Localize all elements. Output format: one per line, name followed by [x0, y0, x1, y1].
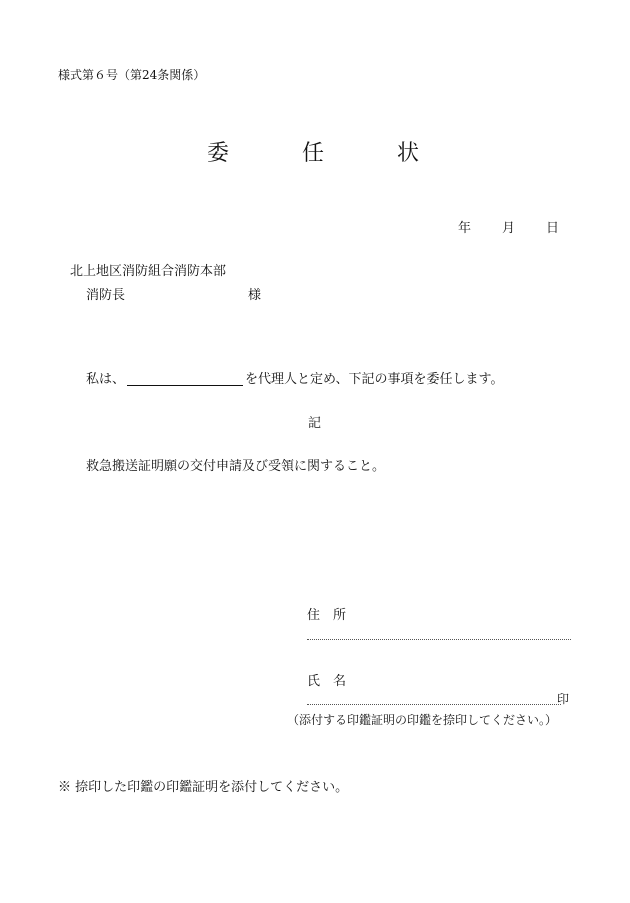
- delegation-statement: [86, 368, 503, 387]
- address-dotted-line[interactable]: [307, 639, 571, 640]
- address-label: 住 所: [307, 608, 347, 623]
- footer-note: ※ 捺印した印鑑の印鑑証明を添付してください。: [58, 780, 349, 795]
- date-month-label: 月: [502, 221, 516, 236]
- statement-suffix: を代理人と定め、下記の事項を委任します。: [245, 372, 504, 387]
- name-dotted-line[interactable]: [307, 704, 561, 705]
- date-day-label: 日: [546, 221, 560, 236]
- statement-prefix: 私は、: [86, 372, 126, 387]
- addressee-honorific: 様: [248, 288, 262, 303]
- addressee-organization: 北上地区消防組合消防本部: [70, 264, 227, 279]
- delegated-matter: 救急搬送証明願の交付申請及び受領に関すること。: [86, 459, 386, 474]
- document-title-char-1: 委: [207, 141, 230, 166]
- document-title-char-2: 任: [302, 141, 325, 166]
- document-title-char-3: 状: [397, 141, 420, 166]
- agent-name-blank[interactable]: [127, 371, 243, 386]
- name-label: 氏 名: [307, 674, 347, 689]
- seal-mark: 印: [557, 692, 570, 706]
- date-year-label: 年: [458, 221, 472, 236]
- addressee-title: 消防長: [86, 288, 126, 303]
- seal-note: （添付する印鑑証明の印鑑を捺印してください。）: [287, 713, 558, 727]
- form-number: 様式第６号（第24条関係）: [58, 68, 206, 82]
- ki-heading: 記: [308, 416, 322, 431]
